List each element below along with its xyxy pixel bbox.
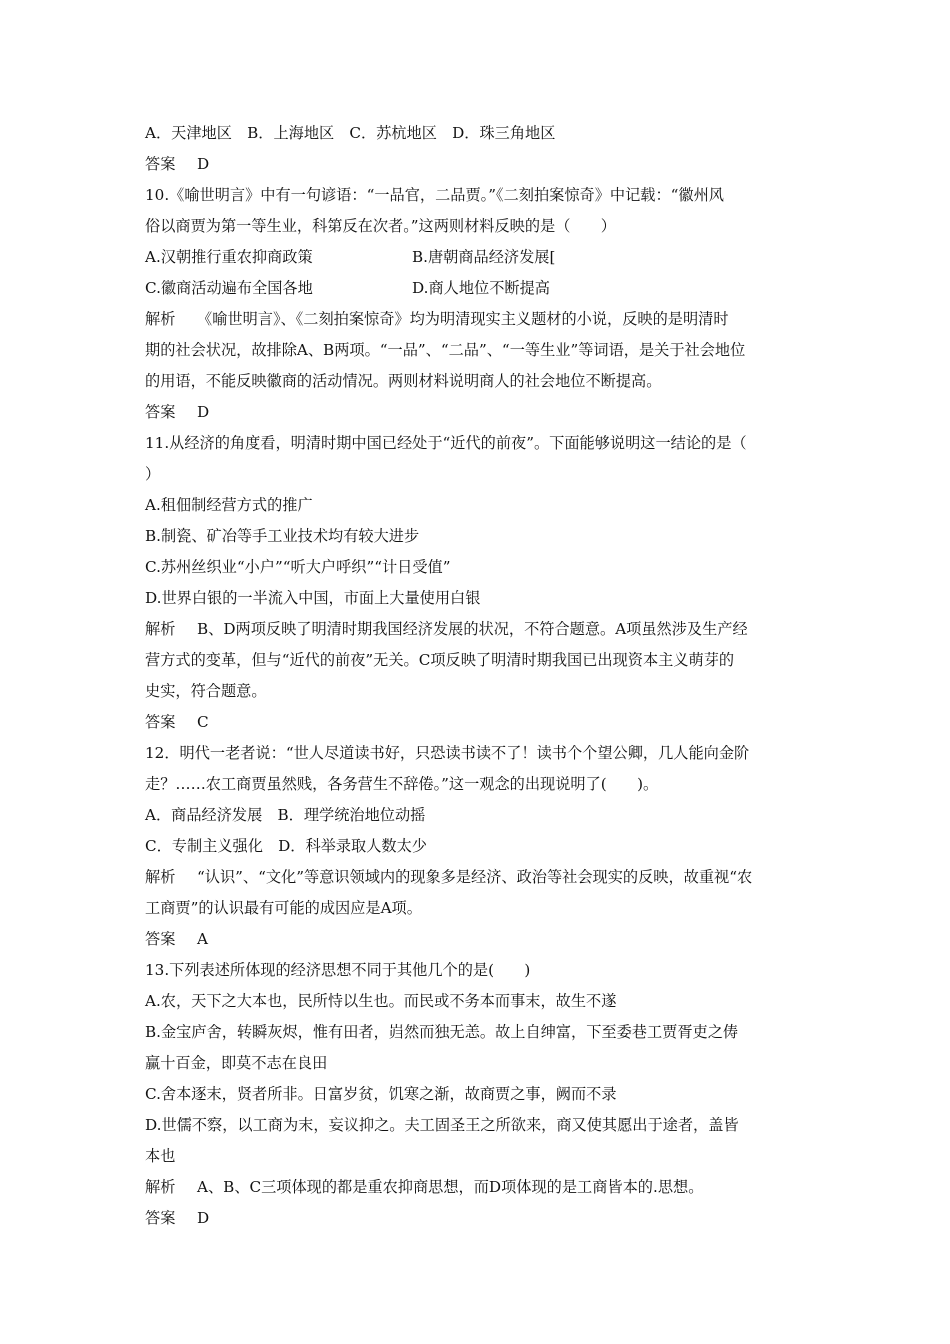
q12-options-ab: A．商品经济发展 B．理学统治地位动摇 [145, 806, 426, 824]
q13-option-c: C.舍本逐末，贤者所非。日富岁贫，饥寒之渐，故商贾之事，阙而不录 [145, 1085, 617, 1103]
q11-analysis-line-2: 营方式的变革，但与“近代的前夜”无关。C项反映了明清时期我国已出现资本主义萌芽的 [145, 651, 735, 669]
q11-analysis-text-1: B、D两项反映了明清时期我国经济发展的状况，不符合题意。A项虽然涉及生产经 [197, 620, 748, 638]
q10-option-a: A.汉朝推行重农抑商政策 [145, 248, 313, 266]
q10-options-ab [145, 242, 810, 273]
document-page [145, 118, 810, 1234]
q11-option-c: C.苏州丝织业“小户”“听大户呼织”“计日受值” [145, 558, 451, 576]
q13-option-d-line-2: 本也 [145, 1147, 176, 1165]
q13-option-b-line-2: 赢十百金，即莫不志在良田 [145, 1054, 328, 1072]
q13-stem: 13.下列表述所体现的经济思想不同于其他几个的是( ) [145, 961, 531, 979]
q11-analysis-line-1 [145, 614, 810, 645]
answer-label: 答案 [145, 155, 176, 173]
q12-options-cd: C．专制主义强化 D．科举录取人数太少 [145, 837, 427, 855]
q12-stem-line-2: 走？……农工商贾虽然贱，各务营生不辞倦。”这一观念的出现说明了( )。 [145, 775, 659, 793]
q9-options: A．天津地区 B．上海地区 C．苏杭地区 D．珠三角地区 [145, 124, 556, 142]
q10-analysis-text-1: 《喻世明言》、《二刻拍案惊奇》均为明清现实主义题材的小说，反映的是明清时 [197, 310, 729, 328]
q10-stem-line-2: 俗以商贾为第一等生业，科第反在次者。”这两则材料反映的是（ ） [145, 217, 616, 235]
q12-analysis-line-1 [145, 862, 810, 893]
answer-value: A [197, 930, 208, 948]
q10-analysis-line-1 [145, 304, 810, 335]
q10-option-b: B.唐朝商品经济发展[ [412, 248, 556, 266]
q13-analysis-text-1: A、B、C三项体现的都是重农抑商思想，而D项体现的是工商皆本的.思想。 [197, 1178, 704, 1196]
q11-analysis-line-3: 史实，符合题意。 [145, 682, 267, 700]
q10-option-c: C.徽商活动遍布全国各地 [145, 279, 313, 297]
q10-option-d: D.商人地位不断提高 [412, 279, 550, 297]
analysis-label: 解析 [145, 310, 176, 328]
analysis-label: 解析 [145, 620, 176, 638]
analysis-label: 解析 [145, 868, 176, 886]
q13-option-b-line-1: B.金宝庐舍，转瞬灰烬，惟有田者，岿然而独无恙。故上自绅富，下至委巷工贾胥吏之俦 [145, 1023, 739, 1041]
answer-value: D [197, 403, 210, 421]
q12-answer [145, 924, 810, 955]
answer-label: 答案 [145, 1209, 176, 1227]
answer-value: D [197, 155, 210, 173]
q13-answer [145, 1203, 810, 1234]
q12-analysis-text-1: “认识”、“文化”等意识领域内的现象多是经济、政治等社会现实的反映，故重视“农 [197, 868, 753, 886]
q11-answer [145, 707, 810, 738]
q10-analysis-line-2: 期的社会状况，故排除A、B两项。“一品”、“二品”、“一等生业”等词语，是关于社会地位 [145, 341, 746, 359]
q13-option-d-line-1: D.世儒不察，以工商为末，妄议抑之。夫工固圣王之所欲来，商又使其愿出于途者，盖皆 [145, 1116, 739, 1134]
q11-stem-line-2: ） [145, 465, 161, 483]
q10-options-cd [145, 273, 810, 304]
q11-option-a: A.租佃制经营方式的推广 [145, 496, 313, 514]
answer-label: 答案 [145, 930, 176, 948]
answer-label: 答案 [145, 403, 176, 421]
answer-label: 答案 [145, 713, 176, 731]
q13-option-a: A.农，天下之大本也，民所恃以生也。而民或不务本而事末，故生不遂 [145, 992, 617, 1010]
q9-answer [145, 149, 810, 180]
q10-stem-line-1: 10.《喻世明言》中有一句谚语：“一品官，二品贾。”《二刻拍案惊奇》中记载：“徽州风 [145, 186, 724, 204]
q11-option-b: B.制瓷、矿冶等手工业技术均有较大进步 [145, 527, 420, 545]
q13-analysis-line-1 [145, 1172, 810, 1203]
answer-value: D [197, 1209, 210, 1227]
answer-value: C [197, 713, 209, 731]
analysis-label: 解析 [145, 1178, 176, 1196]
q10-answer [145, 397, 810, 428]
q12-analysis-line-2: 工商贾”的认识最有可能的成因应是A项。 [145, 899, 422, 917]
q11-option-d: D.世界白银的一半流入中国，市面上大量使用白银 [145, 589, 481, 607]
q12-stem-line-1: 12．明代一老者说：“世人尽道读书好，只恐读书读不了！读书个个望公卿，几人能向金阶 [145, 744, 750, 762]
q10-analysis-line-3: 的用语，不能反映徽商的活动情况。两则材料说明商人的社会地位不断提高。 [145, 372, 662, 390]
q11-stem-line-1: 11.从经济的角度看，明清时期中国已经处于“近代的前夜”。下面能够说明这一结论的是（ [145, 434, 747, 452]
